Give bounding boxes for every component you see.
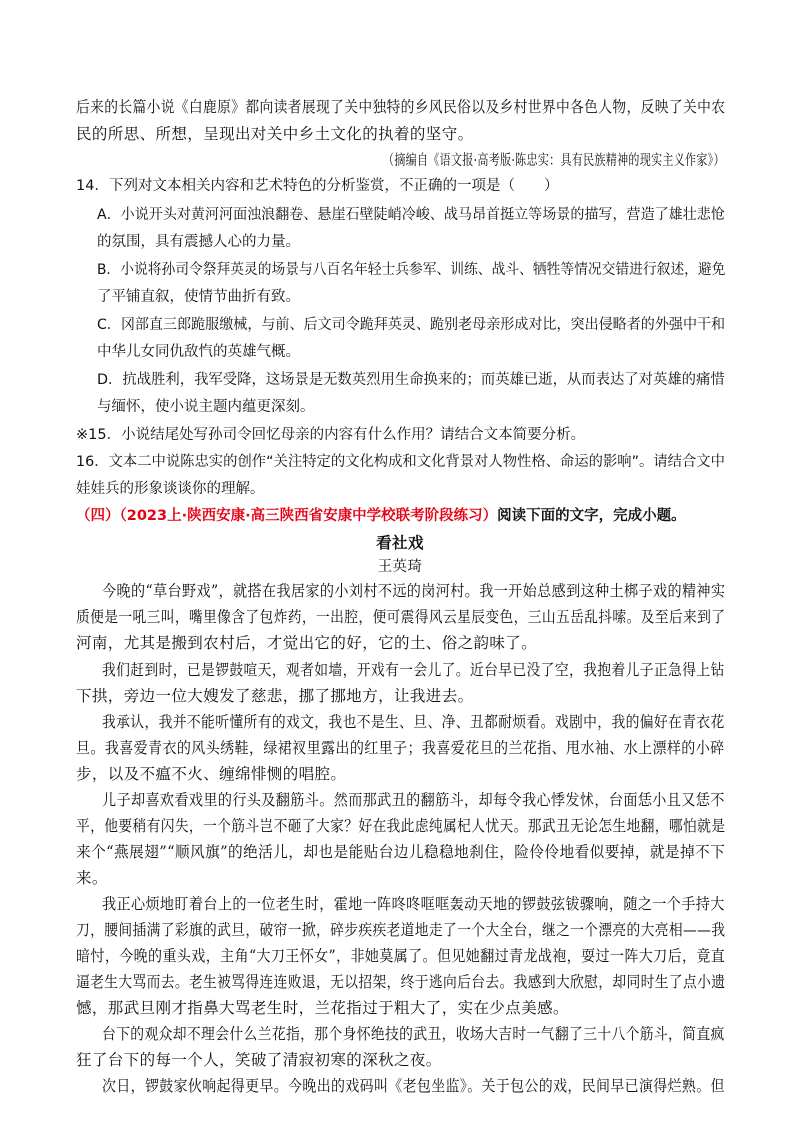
question-15: ※15．小说结尾处写孙司令回忆母亲的内容有什么作用？请结合文本简要分析。 bbox=[76, 427, 586, 443]
story-line: 刀，腰间插满了彩旗的武旦，破帘一掀，碎步疾疾老道地走了一个大全台，继之一个漂亮的大亮相——我 bbox=[76, 921, 726, 939]
passage-line: 民的所思、所想，呈现出对关中乡土文化的执着的坚守。 bbox=[76, 125, 474, 143]
story-line: 狂了台下的每一个人，笑破了清寂初寒的深秋之夜。 bbox=[76, 1051, 442, 1069]
story-author: 王英琦 bbox=[377, 559, 423, 575]
option-d-line: 与缅怀，使小说主题内蕴更深刻。 bbox=[97, 399, 315, 415]
story-line: 我们赶到时，已是锣鼓喧天，观者如墙，开戏有一会儿了。近台早已没了空，我抱着儿子正急得上钻 bbox=[102, 661, 725, 679]
option-b-line: B．小说将孙司令祭拜英灵的场景与八百名年轻士兵参军、训练、战斗、牺牲等情况交错进行叙述，避免 bbox=[97, 262, 726, 278]
option-d-line: D．抗战胜利，我军受降，这场景是无数英烈用生命换来的；而英雄已逝，从而表达了对英雄的痛惜 bbox=[97, 372, 725, 388]
option-a-line: A．小说开头对黄河河面浊浪翻卷、悬崖石壁陡峭冷峻、战马昂首挺立等场景的描写，营造了雄壮悲怆 bbox=[97, 207, 725, 223]
story-line: 今晚的“草台野戏”，就搭在我居家的小刘村不远的岗河村。我一开始总感到这种土梆子戏的精神实 bbox=[102, 582, 726, 600]
section-instruction: 阅读下面的文字，完成小题。 bbox=[497, 508, 686, 524]
passage-source: （摘编自《语文报·高考版·陈忠实：具有民族精神的现实主义作家》） bbox=[383, 153, 725, 169]
story-line: 下拱，旁边一位大嫂发了慈悲，挪了挪地方，让我进去。 bbox=[76, 687, 474, 705]
option-c-line: C．冈部直三郎跪服缴械，与前、后文司令跪拜英灵、跪别老母亲形成对比，突出侵略者的外强中干和 bbox=[97, 317, 726, 333]
story-line: 逼老生大骂而去。老生被骂得连连败退，无以招架，终于逃向后台去。我感到大欣慰，却同时生了点小遗 bbox=[76, 973, 726, 991]
story-line: 来。 bbox=[76, 869, 108, 887]
story-line: 我正心烦地盯着台上的一位老生时，霍地一阵咚咚哐哐轰动天地的锣鼓弦钹骤响，随之一个手持大 bbox=[102, 895, 725, 913]
story-line: 质便是一吼三叫，嘴里像含了包炸药，一出腔，便可震得风云星辰变色，三山五岳乱抖嗦。及至后来到了 bbox=[76, 608, 726, 626]
story-line: 河南，尤其是搬到农村后，才觉出它的好，它的土、俗之韵味了。 bbox=[76, 634, 538, 652]
story-line: 来个“燕展翅”“顺风旗”的绝活儿，却也是能贴台边儿稳稳地刹住，险伶伶地看似要掉，就是掉不下 bbox=[76, 843, 726, 861]
option-b-line: 了平铺直叙，使情节曲折有致。 bbox=[97, 289, 300, 305]
option-c-line: 中华儿女同仇敌忾的英雄气概。 bbox=[97, 344, 300, 360]
story-line: 憾，那武旦刚才指鼻大骂老生时，兰花指过于粗大了，实在少点美感。 bbox=[76, 999, 569, 1017]
story-line: 台下的观众却不理会什么兰花指，那个身怀绝技的武丑，收场大吉时一气翻了三十八个筋斗，简直疯 bbox=[102, 1025, 725, 1043]
story-title: 看社戏 bbox=[376, 533, 424, 552]
story-line: 旦。我喜爱青衣的风头绣鞋，绿裙衩里露出的红里子；我喜爱花旦的兰花指、甩水袖、水上漂样的小碎 bbox=[76, 739, 725, 757]
section-label: （四） bbox=[76, 508, 120, 524]
section-header bbox=[76, 506, 686, 526]
passage-line: 后来的长篇小说《白鹿原》都向读者展现了关中独特的乡风民俗以及乡村世界中各色人物，反映了关中农 bbox=[76, 98, 726, 116]
section-source: （2023上·陕西安康·高三陕西省安康中学校联考阶段练习） bbox=[119, 508, 498, 524]
question-16-line: 娃娃兵的形象谈谈你的理解。 bbox=[76, 481, 265, 497]
story-line: 儿子却喜欢看戏里的行头及翻筋斗。然而那武丑的翻筋斗，却每令我心悸发怵，台面恁小且又恁不 bbox=[102, 791, 725, 809]
story-line: 暗忖，今晚的重头戏，主角“大刀王怀女”，非她莫属了。但见她翻过青龙战袍，耍过一阵大刀后，竟直 bbox=[76, 947, 726, 965]
question-14-stem: 14．下列对文本相关内容和艺术特色的分析鉴赏，不正确的一项是（ ） bbox=[76, 178, 559, 194]
story-line: 步，以及不瘟不火、缠绵悱恻的唱腔。 bbox=[76, 765, 347, 783]
story-line: 次日，锣鼓家伙响起得更早。今晚出的戏码叫《老包坐监》。关于包公的戏，民间早已演得烂熟。但 bbox=[102, 1077, 725, 1095]
question-16-line: 16．文本二中说陈忠实的创作“关注特定的文化构成和文化背景对人物性格、命运的影响”。请结合文中 bbox=[76, 454, 725, 470]
story-line: 我承认，我并不能听懂所有的戏文，我也不是生、旦、净、丑都耐烦看。戏剧中，我的偏好在青衣花 bbox=[102, 713, 725, 731]
story-line: 平，他要稍有闪失，一个筋斗岂不砸了大家？好在我此虑纯属杞人忧天。那武丑无论怎生地翻，哪怕就是 bbox=[76, 817, 726, 835]
option-a-line: 的氛围，具有震撼人心的力量。 bbox=[97, 234, 300, 250]
